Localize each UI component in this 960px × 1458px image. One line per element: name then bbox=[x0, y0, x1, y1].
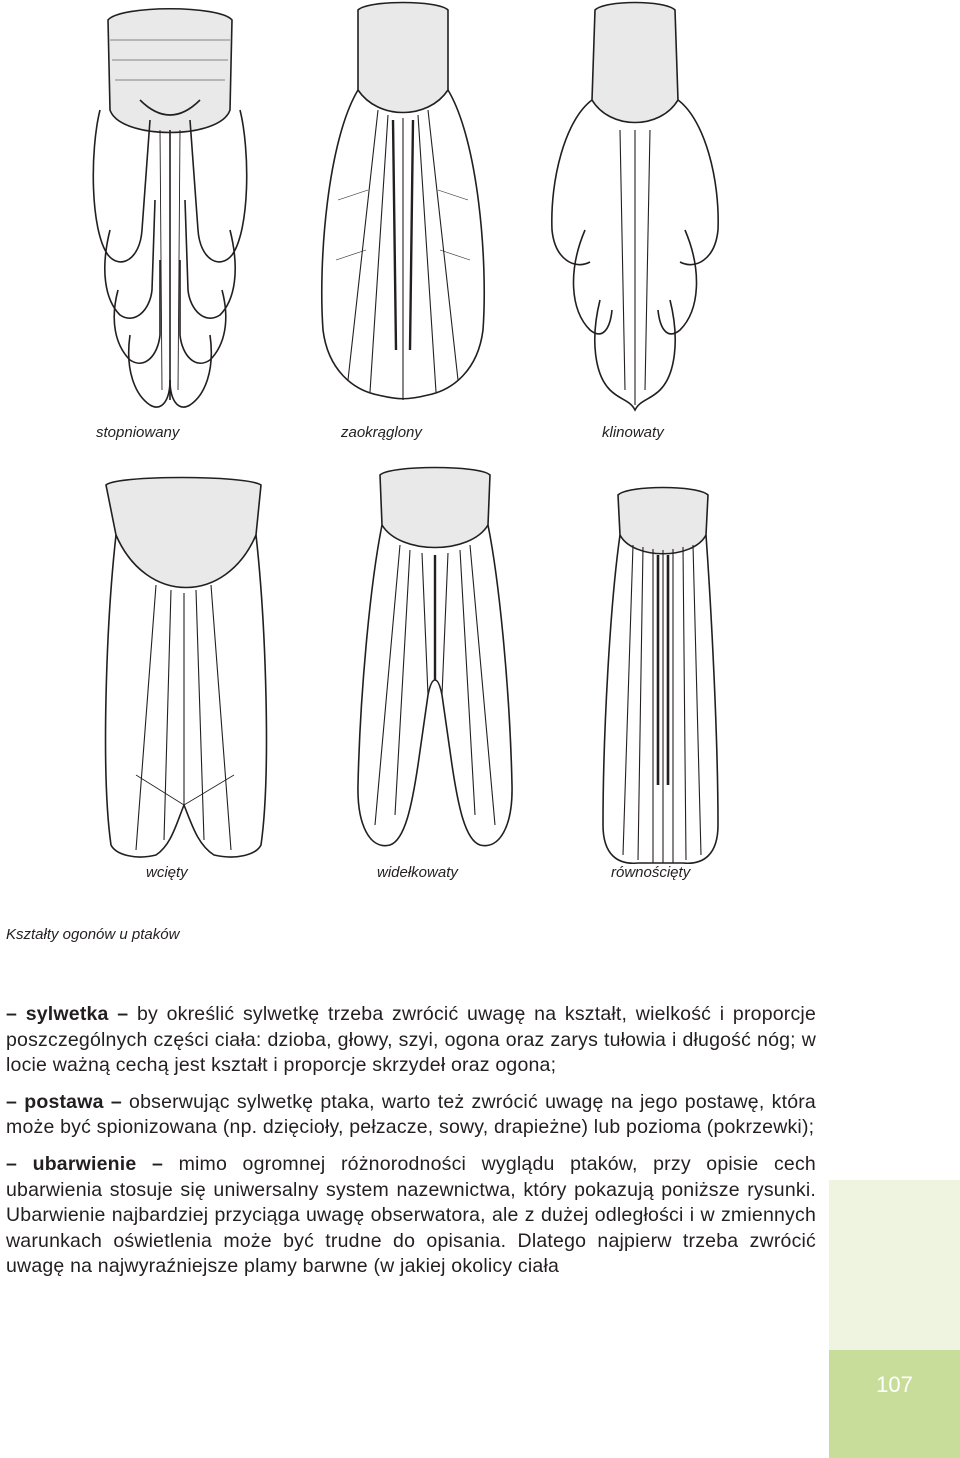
tail-drawing-zaokraglony bbox=[308, 0, 498, 415]
tail-drawing-wciety bbox=[96, 475, 276, 870]
list-dash: – bbox=[6, 1003, 18, 1025]
page-number: 107 bbox=[876, 1372, 913, 1397]
list-dash: – bbox=[151, 1152, 164, 1175]
list-item bbox=[6, 1002, 816, 1079]
caption-stopniowany: stopniowany bbox=[96, 424, 180, 441]
item-body: by określić sylwetkę trzeba zwrócić uwagę na kształt, wielkość i proporcje poszczególnych części ciała: dzioba, głowy, szyi, ogona oraz zarys tułowia i długość nóg; w locie ważną cechą jest kształt i proporcje skrzydeł oraz ogona; bbox=[6, 1003, 817, 1077]
tail-drawing-stopniowany bbox=[80, 0, 260, 415]
item-body: obserwując sylwetkę ptaka, warto też zwrócić uwagę na jego postawę, która może być spionizowana (np. dzięcioły, pełzacze, sowy, drapieżne) lub pozioma (pokrzewki); bbox=[6, 1090, 816, 1139]
caption-rownosciety: równościęty bbox=[611, 864, 691, 881]
body-text bbox=[6, 1002, 816, 1291]
item-body: mimo ogromnej różnorodności wyglądu ptaków, przy opisie cech ubarwienia stosuje się uniwersalny system nazewnictwa, który pokazują poniższe rysunki. Ubarwienie najbardziej przyciąga uwagę obserwatora, ale z dużej odległości i w zmiennych warunkach oświetlenia może być trudne do opisania. Dlatego najpierw trzeba zwrócić uwagę na najwyraźniejsze plamy barwne (w jakiej okolicy ciała bbox=[6, 1152, 816, 1278]
list-dash: – bbox=[6, 1090, 18, 1113]
tail-drawing-klinowaty bbox=[540, 0, 730, 415]
list-item bbox=[6, 1152, 816, 1280]
list-dash: – bbox=[117, 1003, 129, 1025]
caption-widelkowaty: widełkowaty bbox=[377, 864, 458, 881]
list-item bbox=[6, 1090, 816, 1141]
caption-klinowaty: klinowaty bbox=[602, 424, 664, 441]
figure-title: Kształty ogonów u ptaków bbox=[6, 926, 180, 943]
caption-zaokraglony: zaokrąglony bbox=[341, 424, 422, 441]
term-ubarwienie: ubarwienie bbox=[32, 1152, 137, 1175]
list-dash: – bbox=[110, 1090, 122, 1113]
tail-drawing-rownosciety bbox=[598, 485, 723, 870]
term-sylwetka: sylwetka bbox=[25, 1003, 109, 1025]
tail-drawing-widelkowaty bbox=[350, 465, 520, 870]
caption-wciety: wcięty bbox=[146, 864, 188, 881]
list-dash: – bbox=[6, 1152, 18, 1175]
term-postawa: postawa bbox=[24, 1090, 104, 1113]
